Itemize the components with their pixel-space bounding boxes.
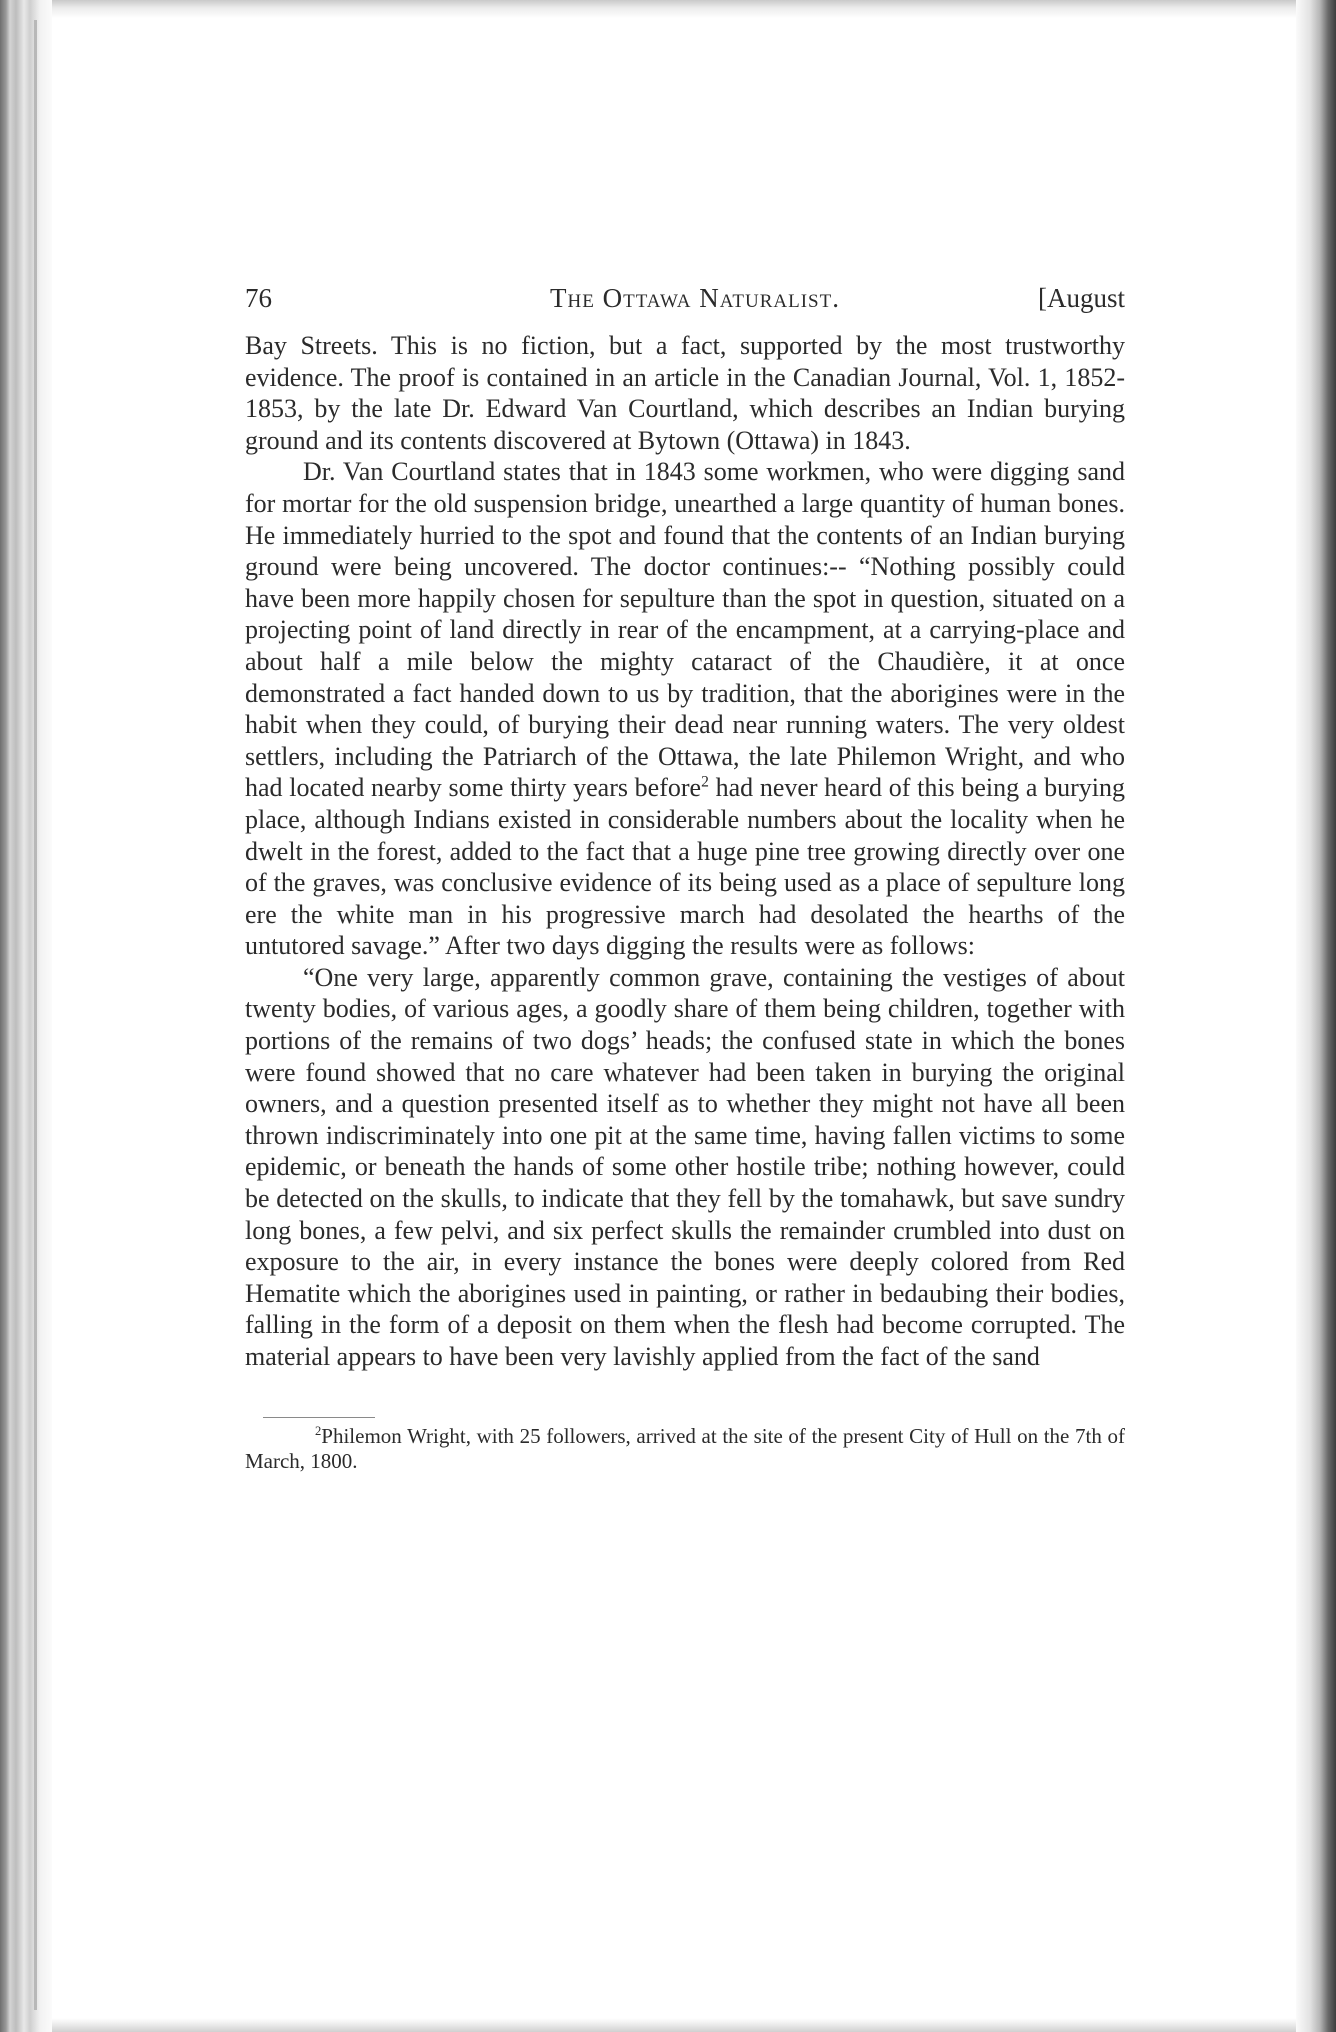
footnote-text: Philemon Wright, with 25 followers, arrived at the site of the present City of Hull on the 7th of March, 1800. <box>245 1423 1125 1473</box>
paragraph-3: “One very large, apparently common grave, containing the vestiges of about twenty bodies, of various ages, a goodly share of them being children, together with portions of the remains of two dogs’ heads; the confused state in which the bones were found showed that no care whatever had been taken in burying the original owners, and a question presented itself as to whether they might not have all been thrown indiscriminately into one pit at the same time, having fallen victims to some epidemic, or beneath the hands of some other hostile tribe; nothing however, could be detected on the skulls, to indicate that they fell by the tomahawk, but save sundry long bones, a few pelvi, and six perfect skulls the remainder crumbled into dust on exposure to the air, in every instance the bones were deeply colored from Red Hematite which the aborigines used in painting, or rather in bedaubing their bodies, falling in the form of a deposit on them when the flesh had become corrupted. The material appears to have been very lavishly applied from the fact of the sand <box>245 962 1125 1371</box>
paragraph-2-part-2: had never heard of this being a burying place, although Indians existed in considerable numbers about the locality when he dwelt in the forest, added to the fact that a huge pine tree growing directly over one of the graves, was conclusive evidence of its being used as a place of sepulture long ere the white man in his progressive march had desolated the hearths of the untutored savage.” After two days digging the results were as follows: <box>245 773 1125 961</box>
paragraph-1: Bay Streets. This is no fiction, but a fact, supported by the most trustworthy evidence. The proof is contained in an article in the Canadian Journal, Vol. 1, 1852-1853, by the late Dr. Edward Van Courtland, which describes an Indian burying ground and its contents discovered at Bytown (Ottawa) in 1843. <box>245 331 1125 455</box>
footnote <box>245 1424 1125 1474</box>
scan-bottom-edge <box>52 2018 1296 2032</box>
running-head <box>245 278 1125 318</box>
page-number: 76 <box>245 283 272 313</box>
footnote-reference: 2 <box>701 773 709 791</box>
paragraph-2 <box>245 456 1125 962</box>
footnote-marker: 2 <box>315 1423 322 1438</box>
document-page <box>245 278 1125 1474</box>
paragraph-2-part-1: Dr. Van Courtland states that in 1843 some workmen, who were digging sand for mortar for the old suspension bridge, unearthed a large quantity of human bones. He immediately hurried to the spot and found that the contents of an Indian burying ground were being uncovered. The doctor continues:-- “Nothing possibly could have been more happily chosen for sepulture than the spot in question, situated on a projecting point of land directly in rear of the encampment, at a carrying-place and about half a mile below the mighty cataract of the Chaudière, it at once demonstrated a fact handed down to us by tradition, that the aborigines were in the habit when they could, of burying their dead near running waters. The very oldest settlers, including the Patriarch of the Ottawa, the late Philemon Wright, and who had located nearby some thirty years before <box>245 457 1125 803</box>
scan-top-edge <box>52 0 1296 18</box>
journal-title: The Ottawa Naturalist. <box>550 283 840 313</box>
scan-right-edge <box>1296 0 1336 2032</box>
footnote-rule <box>263 1417 375 1418</box>
scan-binding-shadow <box>0 0 52 2032</box>
body-text <box>245 330 1125 1373</box>
issue-month: [August <box>1038 283 1125 313</box>
